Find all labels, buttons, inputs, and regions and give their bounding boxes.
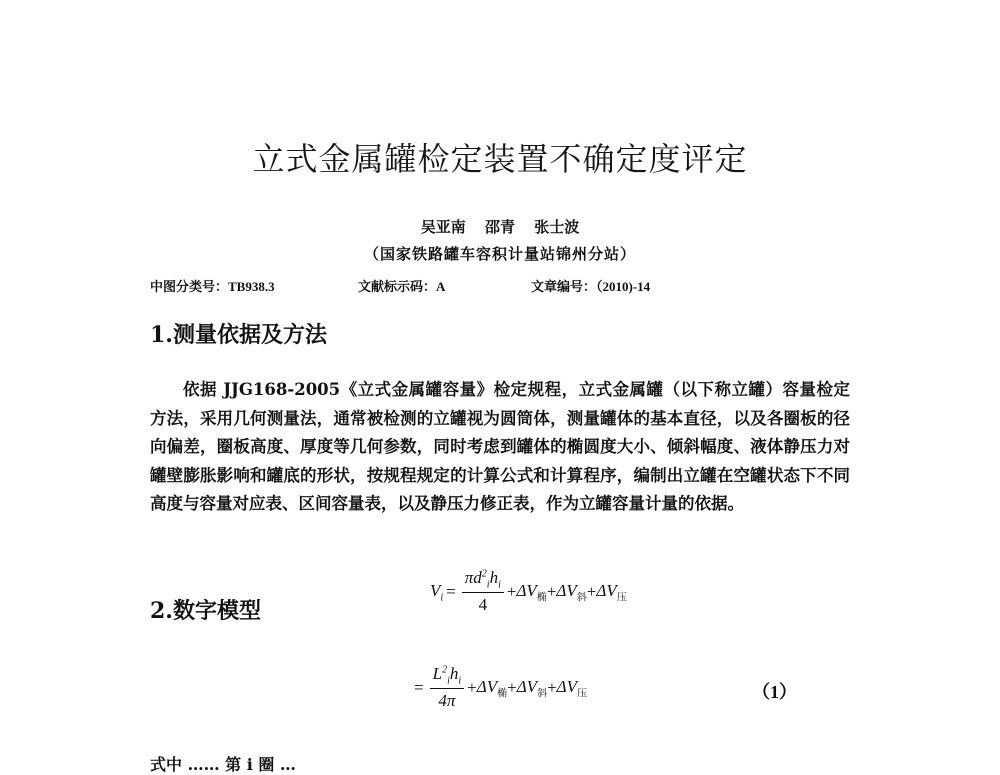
eq2-delta-press: $\Delta V_压$: [556, 676, 588, 699]
eq-delta-press: $\Delta V_压$: [596, 580, 627, 603]
eq-plus-2: +: [546, 581, 557, 601]
equation-line-2: [414, 664, 587, 711]
authors: 吴亚南 邵青 张士波: [420, 218, 580, 236]
eq2-plus-1: +: [467, 677, 477, 697]
section-2-heading: 2.数字模型: [150, 598, 261, 624]
section-1-heading: 1.测量依据及方法: [150, 322, 327, 348]
eq-plus-3: +: [586, 581, 597, 601]
section-1-paragraph: 依据 JJG168-2005《立式金属罐容量》检定规程，立式金属罐（以下称立罐）容量检定方法，采用几何测量法，通常被检测的立罐视为圆筒体，测量罐体的基本直径，以及各圈板的径向偏差，圈板高度、厚度等几何参数，同时考虑到罐体的椭圆度大小、倾斜幅度、液体静压力对罐壁膨胀影响和罐底的形状，按规程规定的计算公式和计算程序，编制出立罐在空罐状态下不同高度与容量对应表、区间容量表，以及静压力修正表，作为立罐容量计量的依据。: [150, 380, 850, 513]
eq2-plus-2: +: [507, 677, 517, 697]
clc-number: 中图分类号：TB938.3: [150, 279, 275, 294]
affiliation: （国家铁路罐车容积计量站锦州分站）: [363, 245, 636, 263]
eq2-equals: =: [414, 677, 424, 697]
eq-delta-ellipse: $\Delta V_椭$: [516, 580, 547, 603]
equation-number: （1）: [752, 682, 797, 702]
equation-line-1: [430, 568, 627, 615]
eq-lhs: $V_i$: [430, 580, 444, 603]
cutoff-text: 式中 …… 第 i 圈 …: [150, 755, 296, 774]
eq-fraction-1: $\frac{\pi d^2_ih_i}{4}$: [462, 568, 504, 615]
eq-plus-1: +: [506, 581, 517, 601]
article-number: 文章编号：（2010)-14: [531, 279, 651, 294]
eq2-delta-tilt: $\Delta V_斜$: [516, 676, 548, 699]
eq-fraction-2: $\frac{L^2_ih_i}{4\pi}$: [430, 664, 465, 711]
eq2-delta-ellipse: $\Delta V_椭$: [476, 676, 508, 699]
document-code: 文献标示码：A: [358, 279, 446, 294]
eq-delta-tilt: $\Delta V_斜$: [556, 580, 587, 603]
paper-title: 立式金属罐检定装置不确定度评定: [252, 140, 748, 178]
eq-equals: =: [446, 581, 456, 601]
eq2-plus-3: +: [547, 677, 557, 697]
